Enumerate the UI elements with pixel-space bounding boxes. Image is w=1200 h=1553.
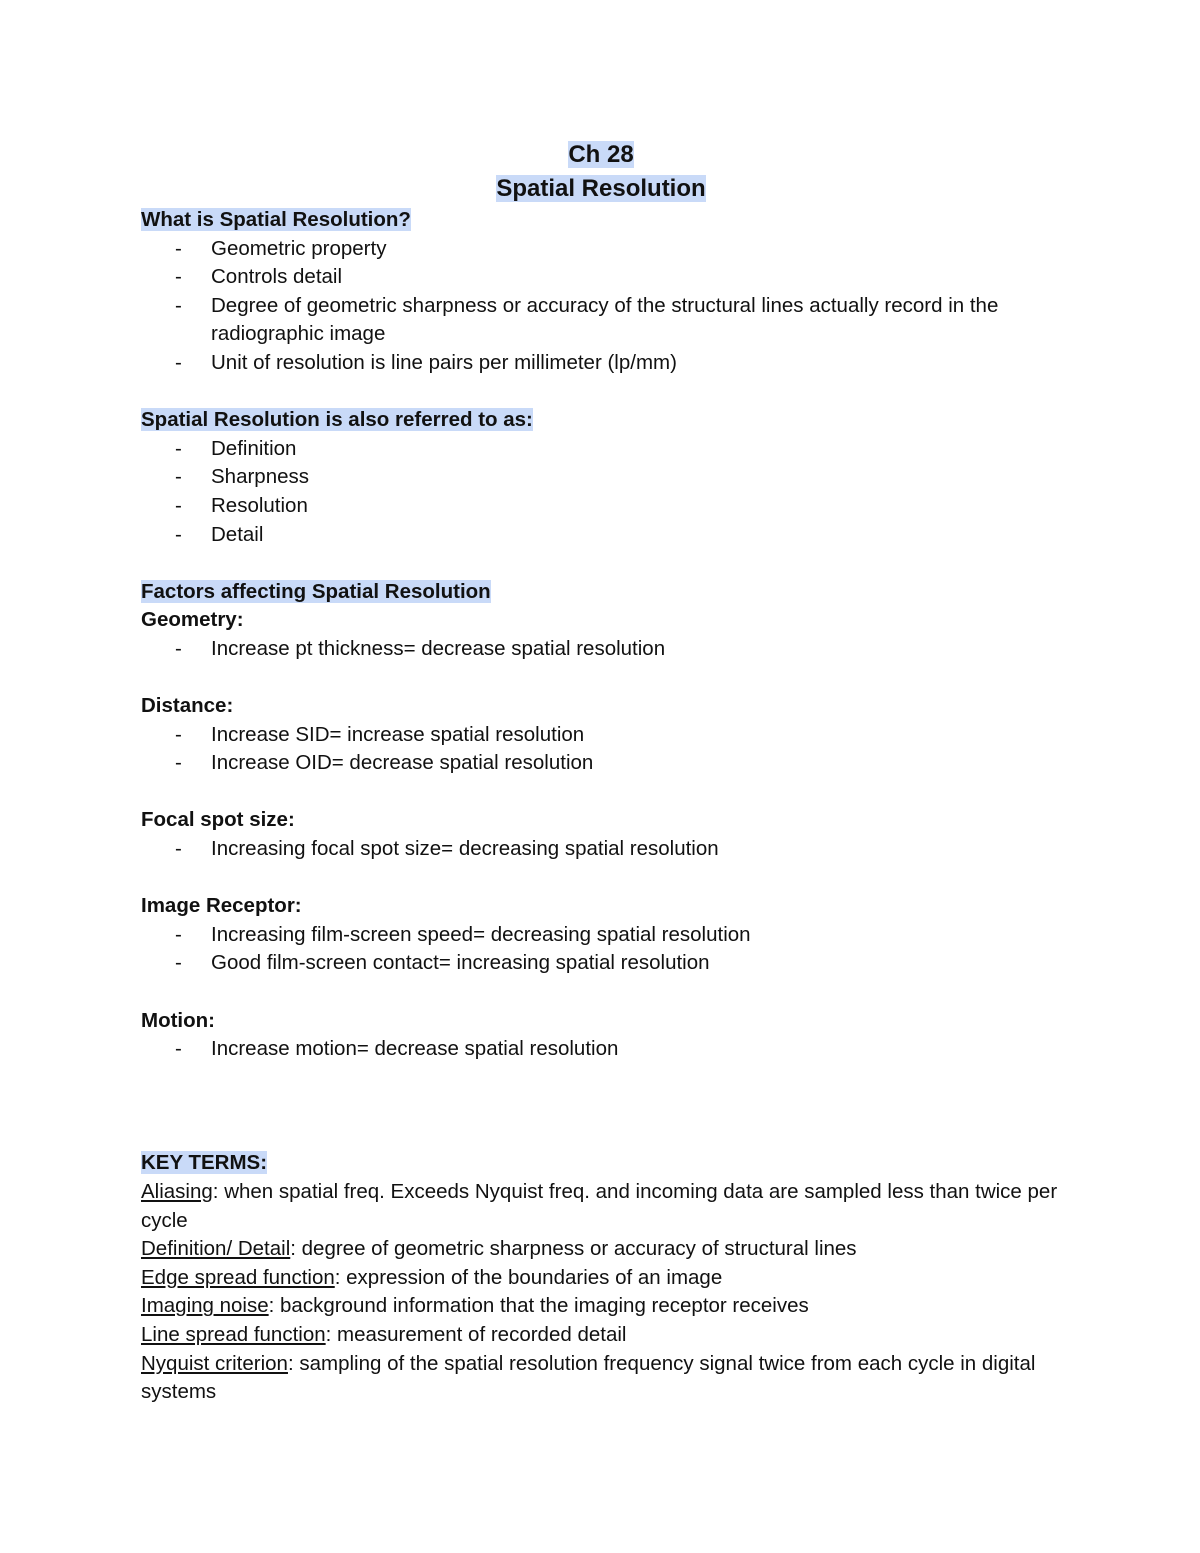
- key-term-definition: : background information that the imaging receptor receives: [268, 1294, 809, 1318]
- list-item: [141, 949, 1061, 978]
- list-item-text: Increase motion= decrease spatial resolution: [211, 1037, 619, 1061]
- list-item: [141, 463, 1061, 492]
- list-item: [141, 435, 1061, 464]
- document-title: [141, 172, 1061, 206]
- spacer: [141, 978, 1061, 1007]
- subheading-image-receptor: Image Receptor:: [141, 894, 302, 918]
- list-item: [141, 721, 1061, 750]
- list-item: [141, 835, 1061, 864]
- key-term-item: [141, 1178, 1061, 1235]
- list-item-text: Degree of geometric sharpness or accuracy of the structural lines actually record in the radiographic image: [211, 293, 999, 346]
- list-item: [141, 749, 1061, 778]
- list-item: [141, 921, 1061, 950]
- list-item: [141, 349, 1061, 378]
- list-item-text: Unit of resolution is line pairs per millimeter (lp/mm): [211, 350, 677, 374]
- list-item-text: Increasing film-screen speed= decreasing spatial resolution: [211, 922, 751, 946]
- dash-bullet: -: [175, 265, 182, 289]
- key-term-item: [141, 1235, 1061, 1264]
- key-term: Line spread function: [141, 1322, 326, 1346]
- document-page: [141, 138, 1061, 1407]
- list-item: [141, 292, 1061, 349]
- list-item-text: Definition: [211, 436, 297, 460]
- section-heading-text: Spatial Resolution is also referred to as:: [141, 408, 533, 432]
- key-term-item: [141, 1292, 1061, 1321]
- dash-bullet: -: [175, 436, 182, 460]
- key-term: Edge spread function: [141, 1265, 335, 1289]
- section-heading-text: Factors affecting Spatial Resolution: [141, 579, 491, 603]
- chapter-text: Ch 28: [568, 141, 634, 168]
- list-item: [141, 521, 1061, 550]
- list-item-text: Good film-screen contact= increasing spatial resolution: [211, 951, 710, 975]
- key-term-definition: : when spatial freq. Exceeds Nyquist freq. and incoming data are sampled less than twice per cycle: [141, 1180, 1058, 1232]
- dash-bullet: -: [175, 636, 182, 660]
- geometry-list: [141, 635, 1061, 664]
- document-title-text: Spatial Resolution: [496, 175, 706, 202]
- list-item: [141, 235, 1061, 264]
- key-term-definition: : expression of the boundaries of an image: [334, 1265, 723, 1289]
- motion-list: [141, 1035, 1061, 1064]
- focal-spot-list: [141, 835, 1061, 864]
- section-heading-factors: [141, 578, 1061, 607]
- subheading-geometry: Geometry:: [141, 608, 244, 632]
- section-heading-text: KEY TERMS:: [141, 1151, 268, 1175]
- spacer: [141, 378, 1061, 407]
- list-item-text: Resolution: [211, 493, 308, 517]
- section-heading-what-is: [141, 206, 1061, 235]
- subheading-motion: Motion:: [141, 1008, 215, 1032]
- image-receptor-list: [141, 921, 1061, 978]
- subheading-focal-spot: Focal spot size:: [141, 808, 295, 832]
- list-item: [141, 635, 1061, 664]
- spacer: [141, 778, 1061, 807]
- key-term-definition: : measurement of recorded detail: [325, 1322, 627, 1346]
- section-heading-text: What is Spatial Resolution?: [141, 208, 411, 231]
- section-heading-referred-to: [141, 406, 1061, 435]
- section-heading-key-terms: [141, 1149, 1061, 1178]
- list-item-text: Increasing focal spot size= decreasing spatial resolution: [211, 837, 719, 861]
- list-item-text: Geometric property: [211, 236, 387, 260]
- list-item: [141, 263, 1061, 292]
- list-item-text: Increase OID= decrease spatial resolution: [211, 751, 594, 775]
- key-term: Definition/ Detail: [141, 1237, 291, 1261]
- chapter-label: [141, 138, 1061, 172]
- dash-bullet: -: [175, 465, 182, 489]
- list-item: [141, 1035, 1061, 1064]
- list-item-text: Controls detail: [211, 265, 343, 289]
- spacer: [141, 1121, 1061, 1150]
- key-term-item: [141, 1321, 1061, 1350]
- dash-bullet: -: [175, 951, 182, 975]
- key-term-item: [141, 1264, 1061, 1293]
- dash-bullet: -: [175, 1037, 182, 1061]
- key-term-item: [141, 1350, 1061, 1407]
- key-term: Imaging noise: [141, 1294, 269, 1318]
- key-term-definition: : sampling of the spatial resolution frequency signal twice from each cycle in digital systems: [141, 1351, 1036, 1404]
- dash-bullet: -: [175, 722, 182, 746]
- dash-bullet: -: [175, 236, 182, 260]
- what-is-list: [141, 235, 1061, 378]
- subheading-distance: Distance:: [141, 694, 234, 718]
- list-item-text: Increase SID= increase spatial resolution: [211, 722, 585, 746]
- spacer: [141, 549, 1061, 578]
- dash-bullet: -: [175, 293, 182, 317]
- dash-bullet: -: [175, 837, 182, 861]
- key-term: Nyquist criterion: [141, 1351, 288, 1375]
- list-item-text: Sharpness: [211, 465, 310, 489]
- spacer: [141, 864, 1061, 893]
- dash-bullet: -: [175, 522, 182, 546]
- list-item-text: Increase pt thickness= decrease spatial resolution: [211, 636, 666, 660]
- spacer: [141, 1064, 1061, 1121]
- distance-list: [141, 721, 1061, 778]
- referred-to-list: [141, 435, 1061, 549]
- key-term-definition: : degree of geometric sharpness or accuracy of structural lines: [290, 1237, 857, 1261]
- list-item-text: Detail: [211, 522, 264, 546]
- dash-bullet: -: [175, 751, 182, 775]
- dash-bullet: -: [175, 350, 182, 374]
- key-term: Aliasing: [141, 1180, 213, 1203]
- spacer: [141, 664, 1061, 693]
- list-item: [141, 492, 1061, 521]
- dash-bullet: -: [175, 922, 182, 946]
- dash-bullet: -: [175, 493, 182, 517]
